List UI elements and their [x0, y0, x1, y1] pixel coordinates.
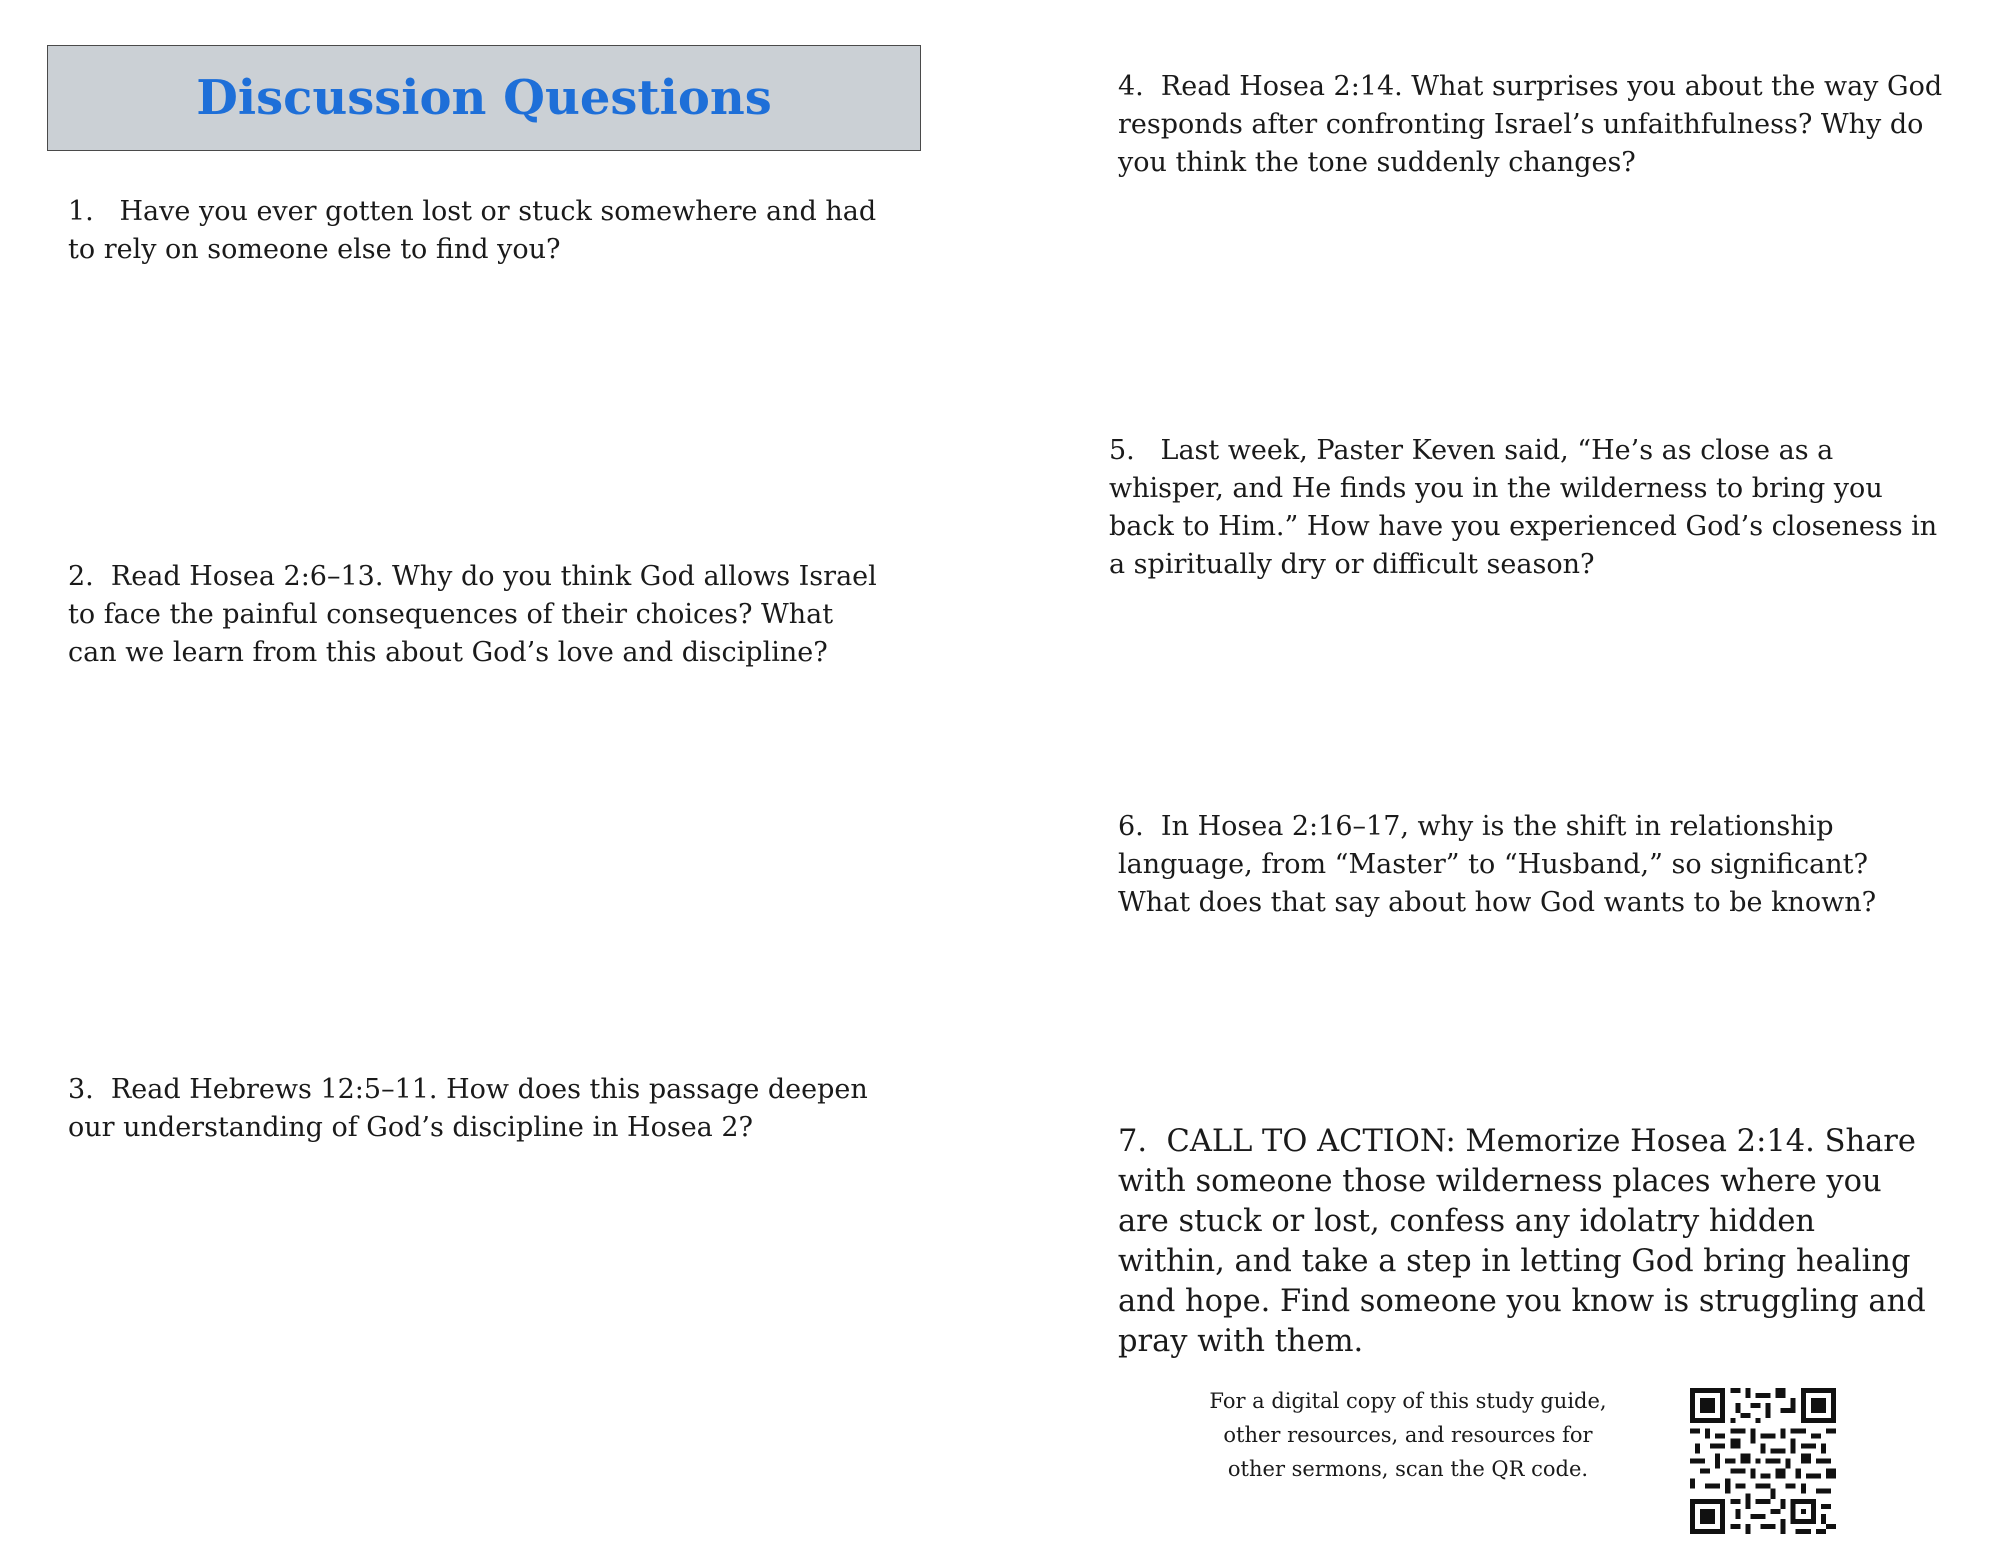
question-5: 5. Last week, Paster Keven said, “He’s as close as a whisper, and He finds you in the wilderness to bring you back to Him.” How have you experienced God’s closeness in a spiritually dry or difficult season?: [1109, 435, 1938, 580]
qr-caption-line-1: For a digital copy of this study guide,: [1209, 1389, 1607, 1413]
question-2: 2. Read Hosea 2:6–13. Why do you think God allows Israel to face the painful consequences of their choices? What can we learn from this about God’s love and discipline?: [68, 561, 877, 668]
question-1: 1. Have you ever gotten lost or stuck somewhere and had to rely on someone else to find you?: [68, 196, 877, 265]
qr-caption-line-3: other sermons, scan the QR code.: [1227, 1457, 1589, 1481]
question-3: 3. Read Hebrews 12:5–11. How does this passage deepen our understanding of God’s discipline in Hosea 2?: [68, 1074, 868, 1143]
page-title: Discussion Questions: [196, 70, 772, 126]
qr-caption: [1208, 1384, 1608, 1486]
qr-code-icon[interactable]: [1690, 1388, 1836, 1534]
title-banner: [47, 45, 921, 151]
question-4: 4. Read Hosea 2:14. What surprises you about the way God responds after confronting Israel’s unfaithfulness? Why do you think the tone suddenly changes?: [1118, 71, 1943, 178]
question-6: 6. In Hosea 2:16–17, why is the shift in relationship language, from “Master” to “Husband,” so significant? What does that say about how God wants to be known?: [1118, 811, 1877, 918]
question-7-call-to-action: 7. CALL TO ACTION: Memorize Hosea 2:14. Share with someone those wilderness places where you are stuck or lost, confess any idolatry hidden within, and take a step in letting God bring healing and hope. Find someone you know is struggling and pray with them.: [1118, 1124, 1926, 1359]
qr-caption-line-2: other resources, and resources for: [1223, 1423, 1593, 1447]
